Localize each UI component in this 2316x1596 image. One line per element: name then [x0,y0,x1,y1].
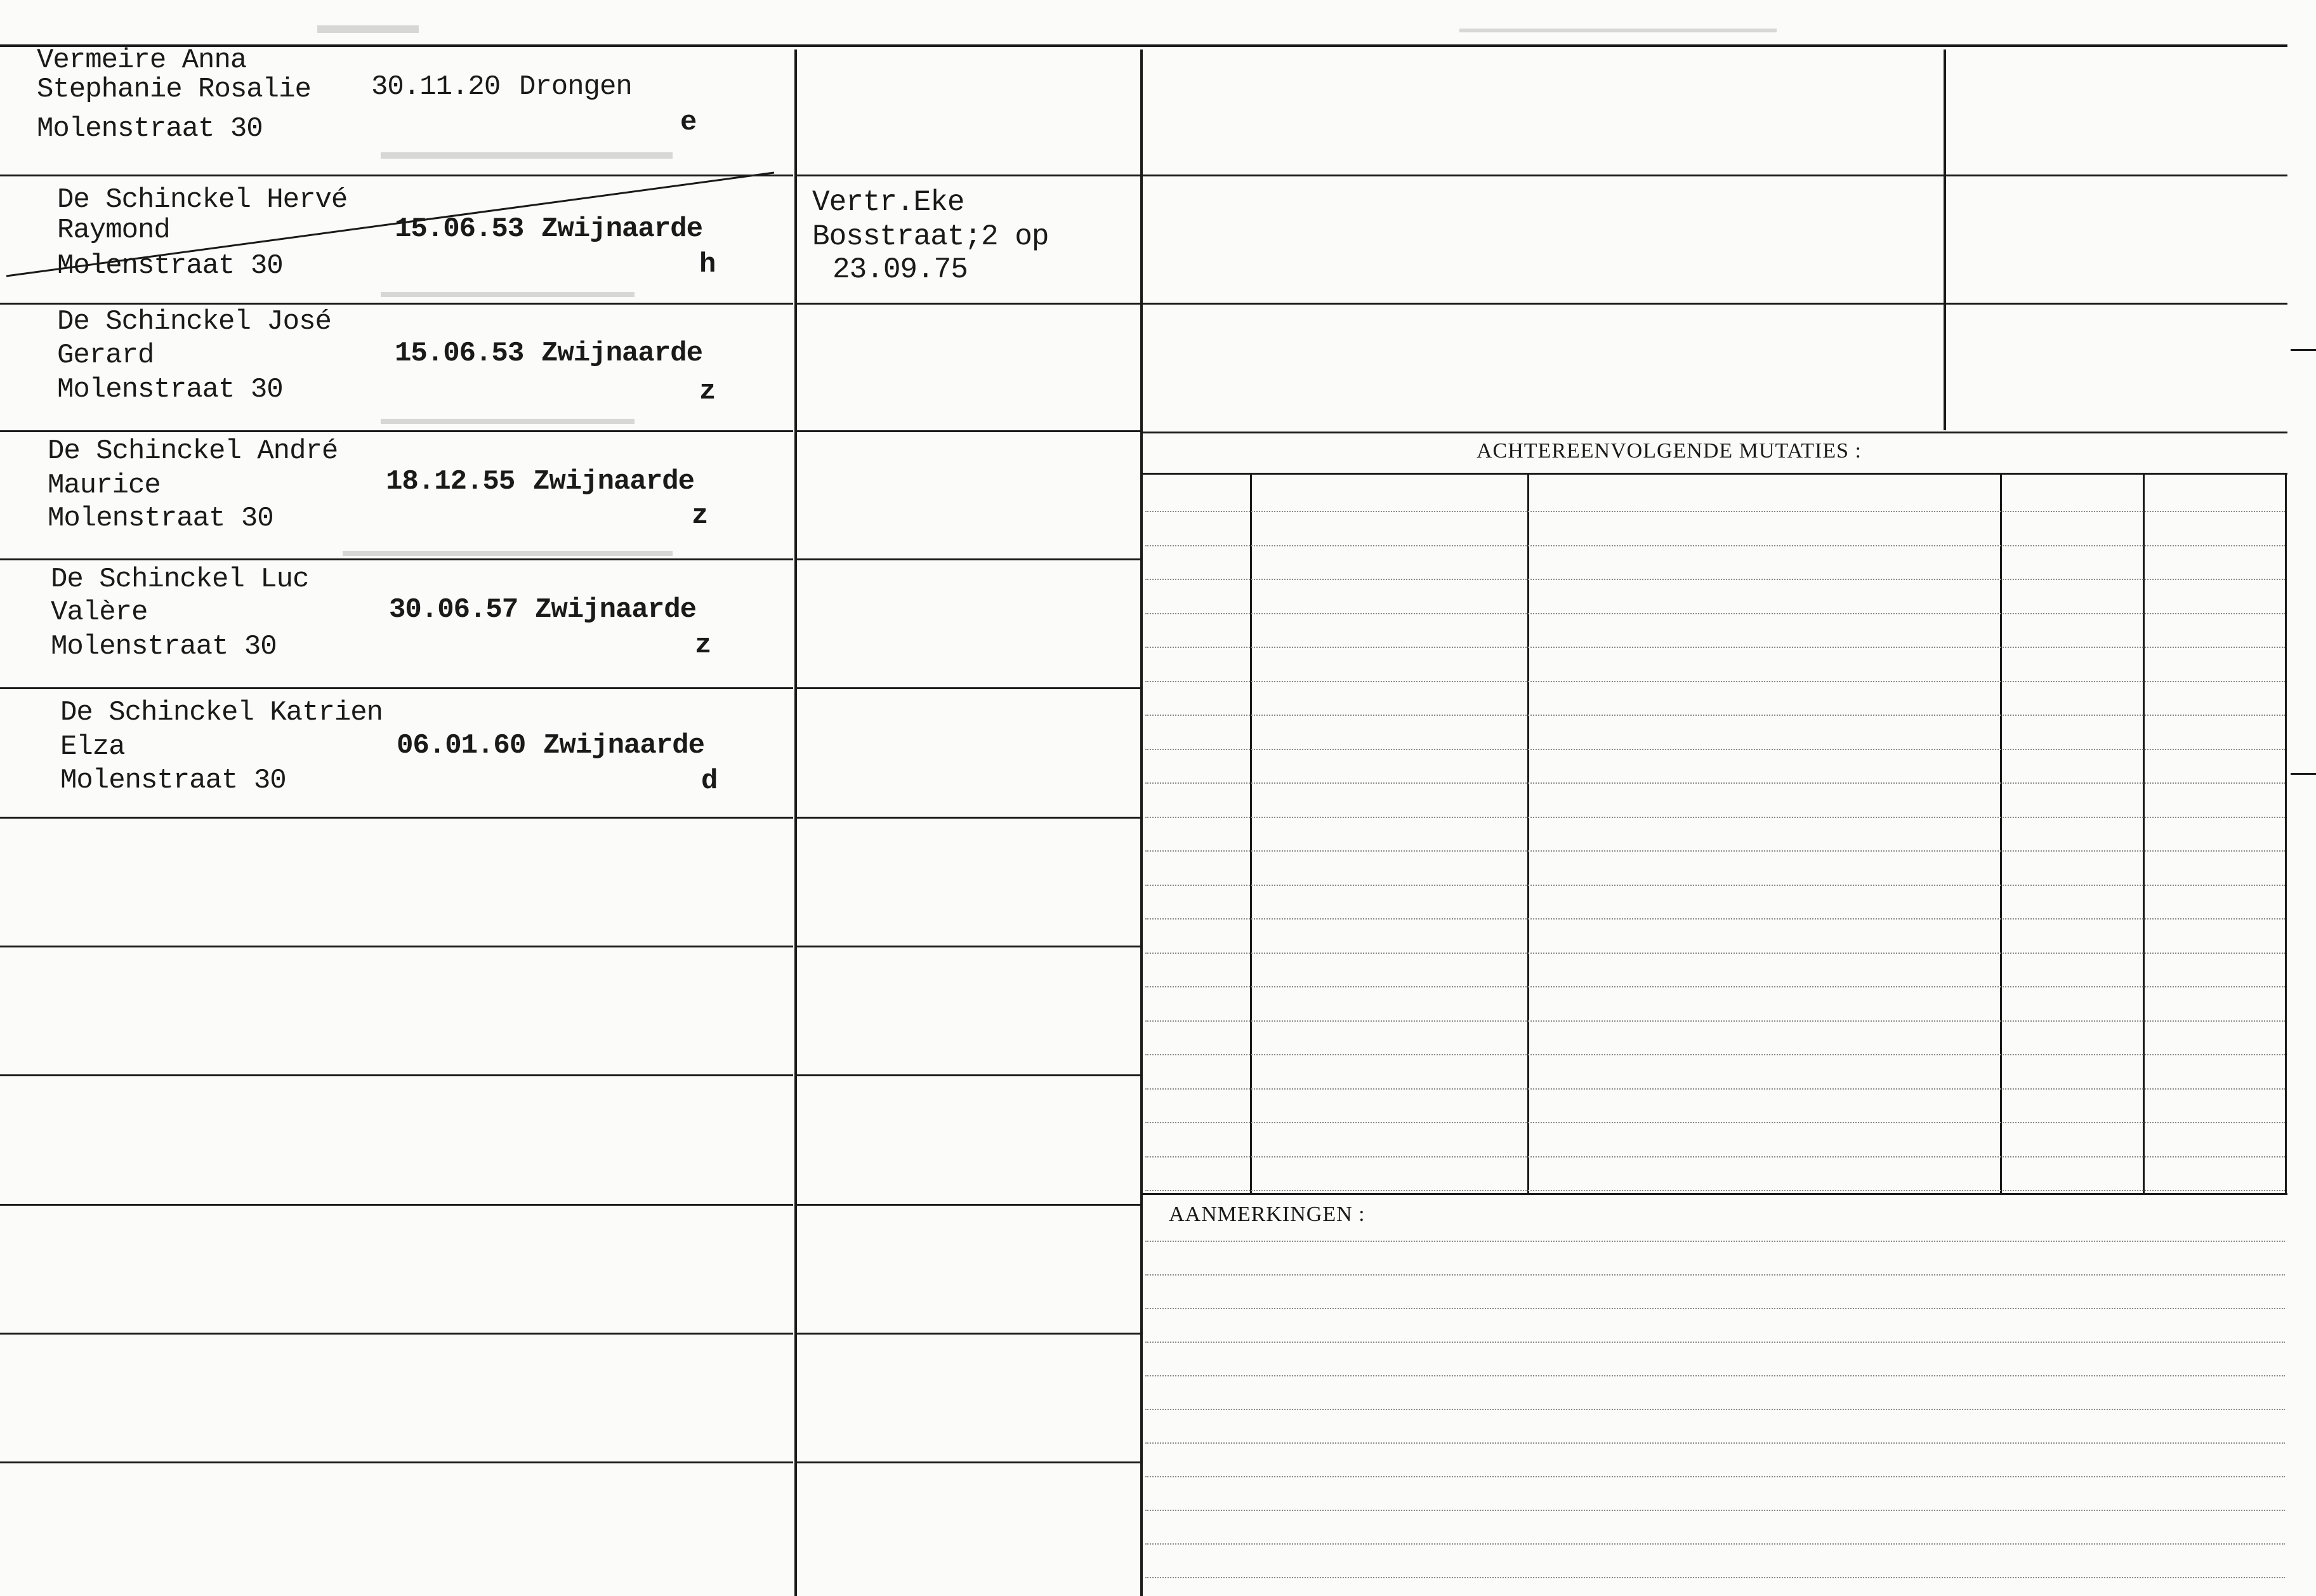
person-birth-place: Zwijnaarde [543,730,705,762]
ruled-line [1145,918,2285,920]
ruled-line [1145,1122,2285,1123]
column-divider-3 [1944,49,1946,430]
person-birth-place: Zwijnaarde [533,466,695,498]
ruled-line [1145,1088,2285,1090]
person-code: z [699,376,716,407]
row-separator [1143,432,2287,433]
ruled-line [1145,681,2285,682]
ruled-line [1145,782,2285,784]
row-separator [797,558,1140,560]
remarks-heading: AANMERKINGEN : [1169,1203,1365,1226]
mutations-heading: ACHTEREENVOLGENDE MUTATIES : [1477,439,1862,463]
row-separator [797,946,1140,947]
row-separator [797,1333,1140,1335]
person-address: Molenstraat 30 [51,631,277,663]
row-separator [1143,175,2287,176]
column-divider-1 [794,49,797,1596]
person-address: Molenstraat 30 [48,503,273,534]
person-given-names: Valère [51,597,148,628]
person-birth-date: 15.06.53 [395,338,524,369]
person-code: h [699,249,716,280]
person-birth-place: Zwijnaarde [535,594,697,626]
ruled-line [1145,1274,2285,1276]
move-note-line-2: Bosstraat;2 op [812,220,1049,253]
person-birth-date: 06.01.60 [397,730,526,762]
row-separator [0,1333,793,1335]
person-code: z [692,500,708,532]
person-birth-place: Zwijnaarde [541,338,703,369]
row-separator [0,817,793,819]
ruled-line [1145,1020,2285,1022]
paper-specks [343,551,673,556]
mutations-table-top [1143,473,2287,475]
person-given-names: Gerard [57,340,154,371]
ruled-line [1145,850,2285,852]
ruled-line [1145,715,2285,716]
column-divider-2 [1140,49,1143,1596]
ruled-line [1145,817,2285,818]
ruled-line [1145,1241,2285,1242]
ruled-line [1145,885,2285,886]
row-separator [797,817,1140,819]
paper-specks [317,25,419,33]
person-given-names: Maurice [48,470,161,501]
ruled-line [1145,1375,2285,1376]
person-birth-date: 15.06.53 [395,213,524,245]
person-address: Molenstraat 30 [57,374,283,406]
edge-tick [2291,773,2316,775]
mutations-table-bottom [1143,1193,2287,1195]
person-address: Molenstraat 30 [37,113,263,145]
mutations-col-3 [2000,475,2002,1194]
ruled-line [1145,1577,2285,1578]
person-birth-date: 30.11.20 [371,71,501,103]
row-separator [797,1461,1140,1463]
move-note-line-1: Vertr.Eke [812,186,964,219]
ruled-line [1145,986,2285,987]
row-separator [0,1204,793,1206]
person-name: De Schinckel Katrien [60,697,383,729]
mutations-col-2 [1527,475,1529,1194]
ruled-line [1145,1190,2285,1191]
paper-specks [1459,29,1777,32]
top-border [0,44,2287,47]
mutations-col-5 [2285,475,2287,1194]
ruled-line [1145,647,2285,648]
row-separator [797,303,1140,305]
ruled-line [1145,1342,2285,1343]
ruled-line [1145,1476,2285,1477]
ruled-line [1145,1543,2285,1545]
ruled-line [1145,613,2285,614]
row-separator [0,1461,793,1463]
mutations-col-4 [2143,475,2145,1194]
row-separator [0,558,793,560]
ruled-line [1145,1442,2285,1444]
ruled-line [1145,579,2285,580]
row-separator [1143,303,2287,305]
person-name: De Schinckel José [57,306,331,338]
person-birth-place: Drongen [519,71,632,103]
person-birth-date: 30.06.57 [389,594,518,626]
person-address: Molenstraat 30 [57,250,283,282]
person-address: Molenstraat 30 [60,765,286,796]
person-given-names: Stephanie Rosalie [37,74,311,105]
row-separator [797,687,1140,689]
paper-specks [381,419,635,424]
person-given-names: Raymond [57,214,170,246]
person-code: z [695,630,711,661]
row-separator [797,175,1140,176]
paper-specks [381,292,635,297]
person-name: De Schinckel Hervé [57,184,348,216]
strike-through-line [0,165,793,292]
person-birth-date: 18.12.55 [386,466,515,498]
row-separator [797,1074,1140,1076]
person-code: e [680,107,697,138]
mutations-col-1 [1250,475,1252,1194]
row-separator [797,430,1140,432]
row-separator [0,1074,793,1076]
ruled-line [1145,1156,2285,1157]
person-birth-place: Zwijnaarde [541,213,703,245]
row-separator [0,946,793,947]
row-separator [0,687,793,689]
ruled-line [1145,1510,2285,1511]
edge-tick [2291,349,2316,351]
ruled-line [1145,953,2285,954]
person-code: d [701,765,718,797]
person-name: De Schinckel Luc [51,564,309,595]
move-note-line-3: 23.09.75 [832,253,968,286]
ruled-line [1145,1054,2285,1055]
ruled-line [1145,1409,2285,1410]
row-separator [797,1204,1140,1206]
ruled-line [1145,1308,2285,1309]
ruled-line [1145,545,2285,546]
person-given-names: Elza [60,731,125,763]
ruled-line [1145,511,2285,512]
person-name: Vermeire Anna [37,44,247,76]
ruled-line [1145,749,2285,750]
person-name: De Schinckel André [48,435,338,467]
paper-specks [381,152,673,159]
row-separator [0,430,793,432]
